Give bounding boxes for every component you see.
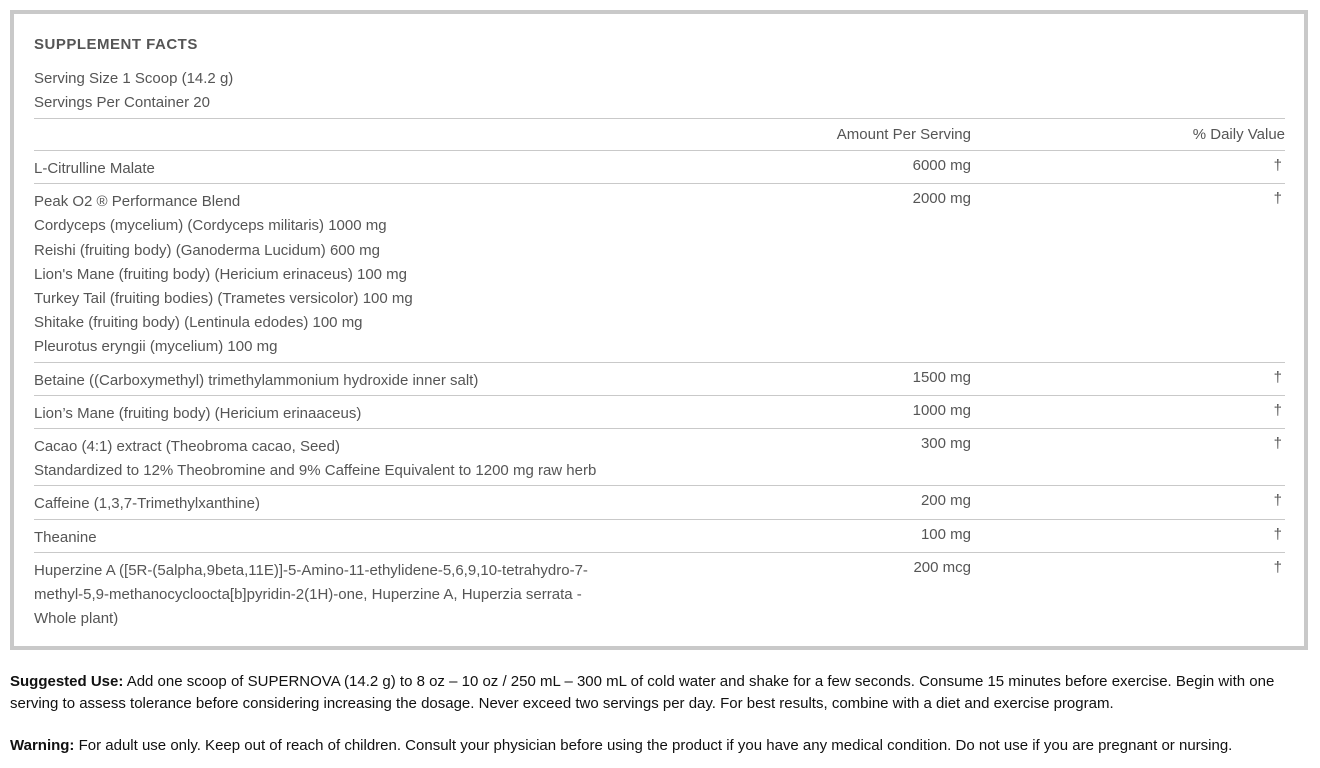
ingredient-line: L-Citrulline Malate xyxy=(34,160,155,177)
supplement-facts-panel xyxy=(10,10,1308,650)
table-row xyxy=(34,486,1285,518)
header-amount: Amount Per Serving xyxy=(836,126,971,143)
header-daily-value: % Daily Value xyxy=(1192,126,1285,143)
daily-value-dagger: † xyxy=(1273,157,1282,174)
ingredient-amount: 6000 mg xyxy=(912,157,971,174)
facts-title: SUPPLEMENT FACTS xyxy=(34,36,198,53)
ingredient-name xyxy=(34,492,644,516)
table-header xyxy=(34,119,1285,150)
ingredient-line: Standardized to 12% Theobromine and 9% Caffeine Equivalent to 1200 mg raw herb xyxy=(34,462,597,480)
ingredient-line: Turkey Tail (fruiting bodies) (Trametes versicolor) 100 mg xyxy=(34,290,413,307)
ingredient-name xyxy=(34,402,644,426)
table-row xyxy=(34,184,1285,361)
ingredient-name xyxy=(34,190,644,359)
ingredient-amount: 200 mg xyxy=(920,492,971,510)
ingredient-line: methyl-5,9-methanocyclooctа[b]pyridin-2(1H)-one, Huperzine A, Huperzia serrata - xyxy=(34,585,582,603)
table-row xyxy=(34,151,1285,183)
serving-size: Serving Size 1 Scoop (14.2 g) xyxy=(34,70,234,87)
ingredient-amount: 2000 mg xyxy=(912,190,971,208)
ingredient-line: Huperzine A ([5R-(5alpha,9beta,11E)]-5-Amino-11-ethylidene-5,6,9,10-tetrahydro-7- xyxy=(34,561,588,579)
ingredient-name xyxy=(34,435,644,483)
ingredient-line: Cordyceps (mycelium) (Cordyceps militaris) 1000 mg xyxy=(34,217,387,235)
daily-value-dagger: † xyxy=(1273,558,1282,576)
daily-value-dagger: † xyxy=(1273,434,1282,452)
ingredient-line: Reishi (fruiting body) (Ganoderma Lucidum) 600 mg xyxy=(34,241,380,259)
ingredient-line: Shitake (fruiting body) (Lentinula edodes) 100 mg xyxy=(34,314,363,332)
suggested-use-label: Suggested Use: xyxy=(10,673,124,690)
ingredient-line: Cacao (4:1) extract (Theobroma cacao, Seed) xyxy=(34,437,340,455)
suggested-use-text: Add one scoop of SUPERNOVA (14.2 g) to 8 oz – 10 oz / 250 mL – 300 mL of cold water and shake for a few seconds. Consume 15 minutes before exercise. Begin with one serving to assess tolerance before considering increasing the dosage. Never exceed two servings per day. For best results, combine with a diet and exercise program. xyxy=(10,673,1275,712)
ingredient-amount: 300 mg xyxy=(920,434,971,452)
ingredient-amount: 1000 mg xyxy=(912,401,971,419)
warning xyxy=(10,735,1315,757)
table-row xyxy=(34,363,1285,395)
ingredient-line: Lion's Mane (fruiting body) (Hericium erinaceus) 100 mg xyxy=(34,265,408,283)
daily-value-dagger: † xyxy=(1273,492,1282,510)
ingredient-line: Whole plant) xyxy=(34,610,119,628)
ingredient-amount: 100 mg xyxy=(920,525,971,543)
daily-value-dagger: † xyxy=(1273,401,1282,419)
table-row xyxy=(34,396,1285,428)
ingredient-line: Caffeine (1,3,7-Trimethylxanthine) xyxy=(34,495,260,513)
ingredient-amount: 200 mcg xyxy=(913,558,971,576)
ingredient-line: Peak O2 ® Performance Blend xyxy=(34,193,241,211)
ingredient-name xyxy=(34,526,644,550)
table-row xyxy=(34,429,1285,485)
ingredient-amount: 1500 mg xyxy=(912,368,971,386)
ingredient-name xyxy=(34,157,644,181)
servings-per-container: Servings Per Container 20 xyxy=(34,94,210,111)
daily-value-dagger: † xyxy=(1273,368,1282,386)
ingredient-rows xyxy=(34,150,1285,633)
suggested-use xyxy=(10,671,1315,715)
daily-value-dagger: † xyxy=(1273,190,1282,208)
facts-table xyxy=(34,118,1285,633)
table-row xyxy=(34,553,1285,634)
daily-value-dagger: † xyxy=(1273,525,1282,543)
ingredient-line: Theanine xyxy=(34,528,97,546)
ingredient-name xyxy=(34,559,644,632)
ingredient-line: Betaine ((Carboxymethyl) trimethylammonium hydroxide inner salt) xyxy=(34,371,479,389)
table-row xyxy=(34,520,1285,552)
ingredient-line: Lion’s Mane (fruiting body) (Hericium erinaaceus) xyxy=(34,404,362,422)
warning-label: Warning: xyxy=(10,737,75,754)
warning-text: For adult use only. Keep out of reach of children. Consult your physician before using the product if you have any medical condition. Do not use if you are pregnant or nursing. xyxy=(74,737,1233,754)
ingredient-name xyxy=(34,369,644,393)
ingredient-line: Pleurotus eryngii (mycelium) 100 mg xyxy=(34,338,278,356)
